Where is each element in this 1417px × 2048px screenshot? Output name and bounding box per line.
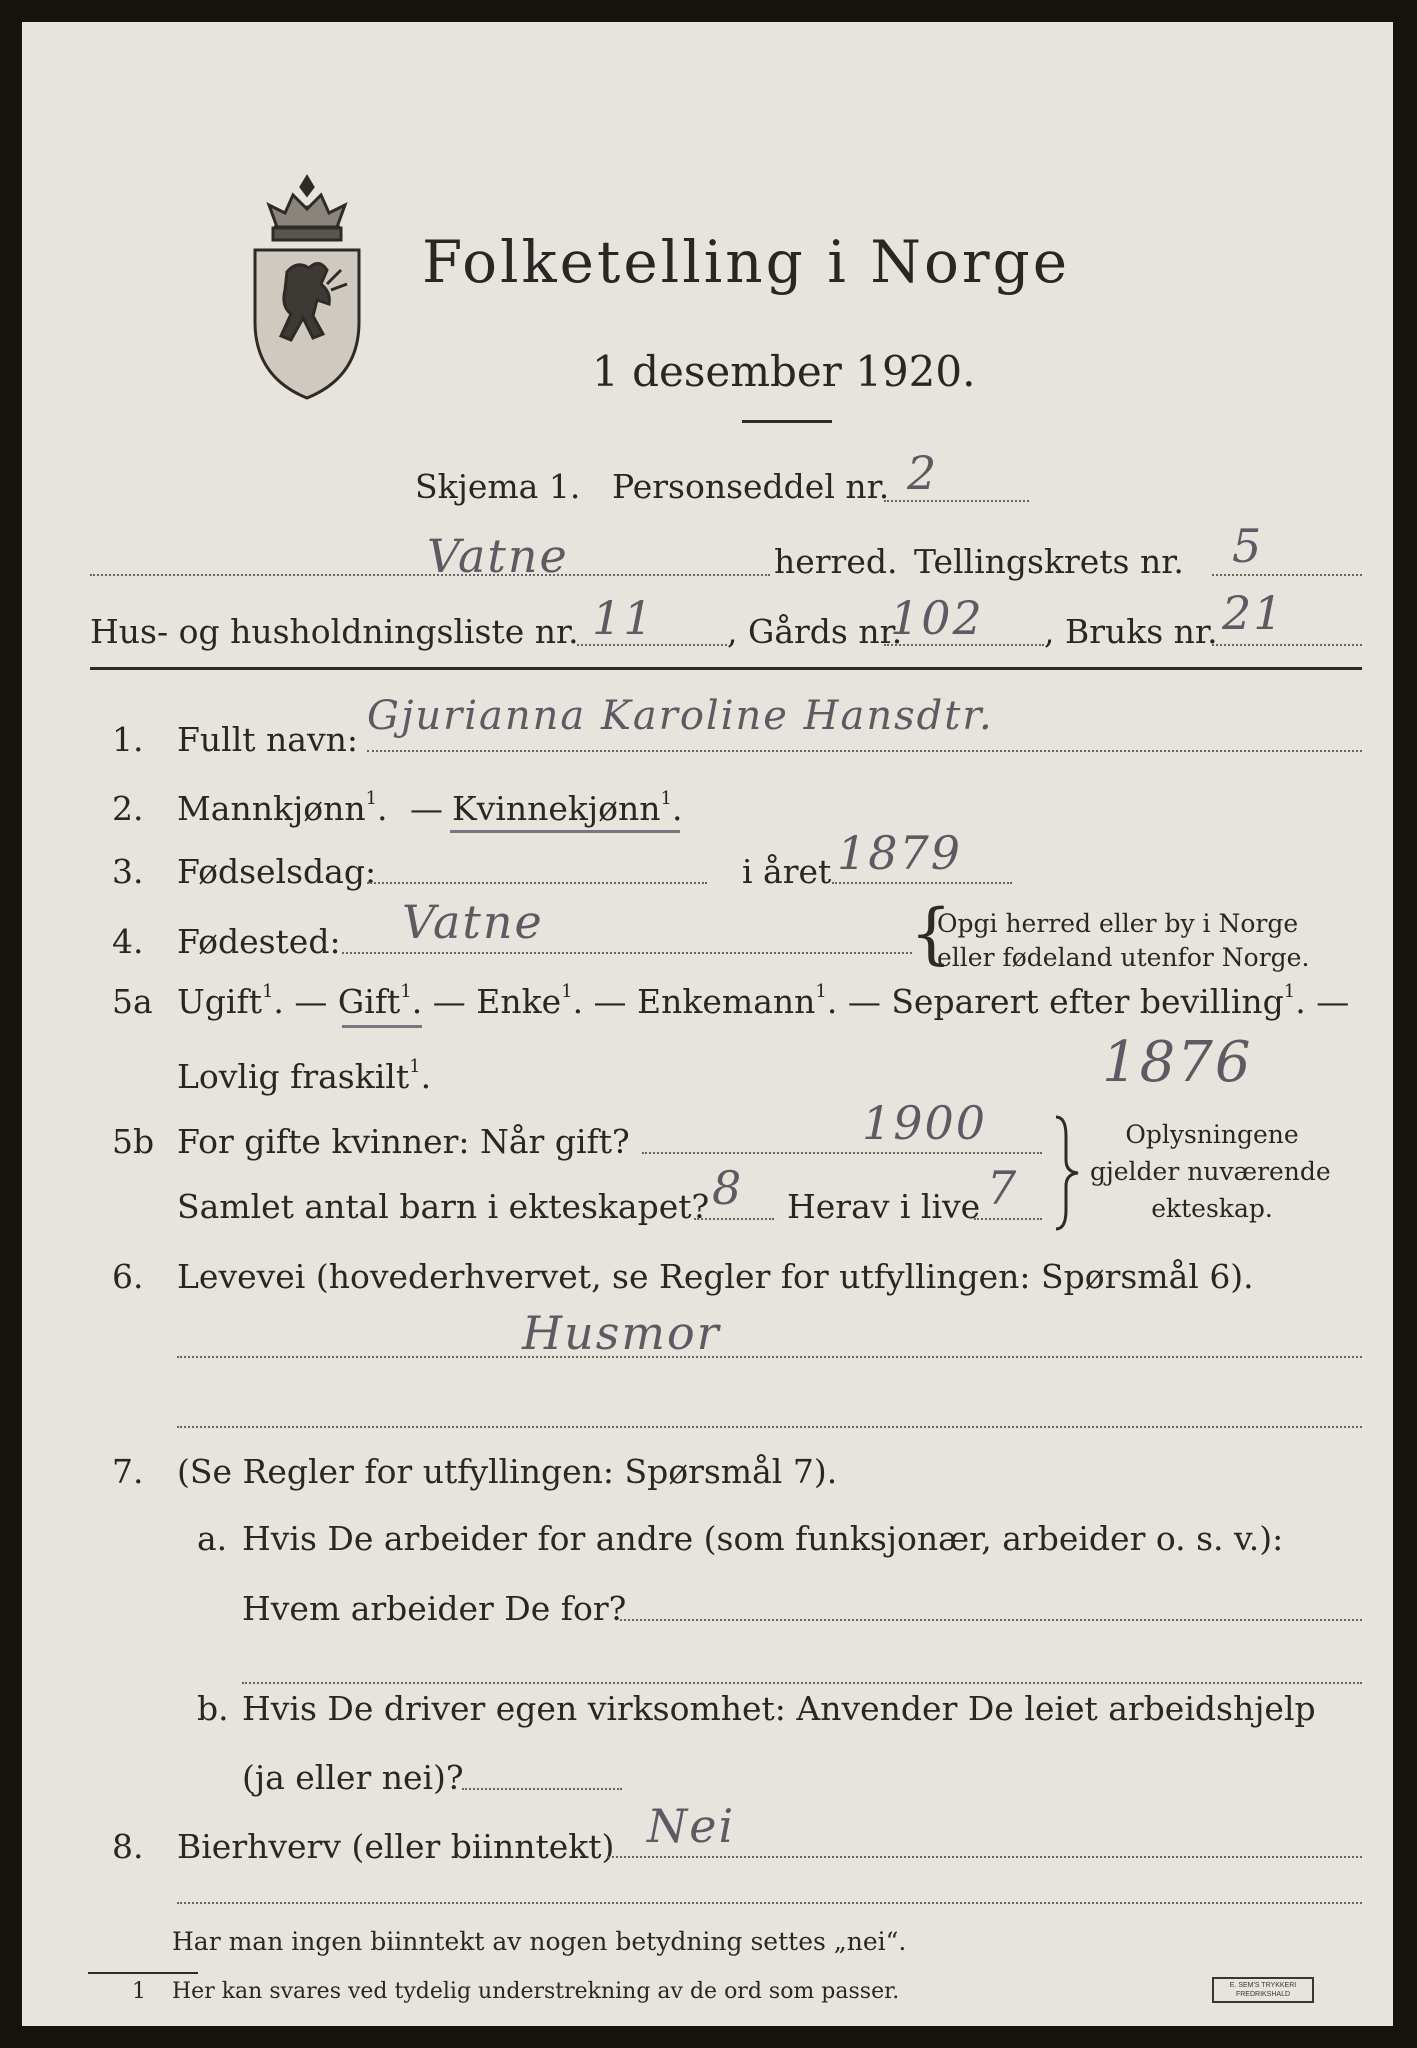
personseddel-field[interactable] bbox=[884, 500, 1029, 502]
q7a-hvem: Hvem arbeider De for? bbox=[242, 1589, 627, 1628]
q7a-text: Hvis De arbeider for andre (som funksjonær, arbeider o. s. v.): bbox=[242, 1519, 1284, 1558]
q7b-ja: (ja eller nei)? bbox=[242, 1758, 464, 1797]
title-divider bbox=[742, 420, 832, 423]
gards-label: , Gårds nr. bbox=[727, 612, 903, 651]
census-date: 1 desember 1920. bbox=[592, 347, 976, 396]
occupation-field-1[interactable] bbox=[177, 1356, 1362, 1358]
bruks-value: 21 bbox=[1222, 586, 1285, 640]
q5b-note-1: Oplysningene bbox=[1125, 1120, 1299, 1149]
option-separert[interactable]: Separert efter bevilling bbox=[891, 982, 1284, 1021]
q5b-note-3: ekteskap. bbox=[1151, 1194, 1273, 1223]
marriage-year-value: 1900 bbox=[862, 1096, 988, 1150]
q8-number: 8. bbox=[112, 1827, 144, 1866]
birthplace-field[interactable] bbox=[342, 952, 912, 954]
personseddel-value: 2 bbox=[907, 446, 939, 500]
q2-number: 2. bbox=[112, 789, 144, 828]
tellingskrets-field[interactable] bbox=[1212, 574, 1362, 576]
q5a-annotation: 1876 bbox=[1102, 1030, 1253, 1095]
herred-label: herred. bbox=[774, 542, 898, 581]
gards-value: 102 bbox=[890, 591, 984, 645]
herred-field[interactable] bbox=[90, 574, 770, 576]
q2-dash: — bbox=[410, 789, 443, 828]
full-name-field[interactable] bbox=[367, 750, 1362, 752]
husliste-label: Hus- og husholdningsliste nr. bbox=[90, 612, 579, 651]
q2-kvinne[interactable]: Kvinnekjønn$^1$. bbox=[452, 788, 683, 828]
employer-field-2[interactable] bbox=[242, 1682, 1362, 1684]
q5b-brace bbox=[1052, 1114, 1082, 1232]
bruks-field[interactable] bbox=[1212, 644, 1362, 646]
gift-underline bbox=[342, 1025, 422, 1028]
q7-label: (Se Regler for utfyllingen: Spørsmål 7). bbox=[177, 1452, 838, 1491]
side-income-value: Nei bbox=[647, 1799, 736, 1853]
occupation-value: Husmor bbox=[522, 1306, 721, 1360]
birthday-field[interactable] bbox=[367, 882, 707, 884]
side-income-field[interactable] bbox=[607, 1856, 1362, 1858]
footnote-text: Her kan svares ved tydelig understrekning av de ord som passer. bbox=[172, 1979, 900, 2004]
q4-brace: { bbox=[910, 895, 952, 972]
q3-number: 3. bbox=[112, 852, 144, 891]
form-title: Folketelling i Norge bbox=[422, 228, 1071, 296]
q6-number: 6. bbox=[112, 1257, 144, 1296]
mannkjonn-label: Mannkjønn bbox=[177, 789, 366, 828]
q3-year-label: i året bbox=[742, 852, 832, 891]
q5b-label: For gifte kvinner: Når gift? bbox=[177, 1122, 630, 1161]
header-divider bbox=[90, 667, 1362, 670]
children-alive-value: 7 bbox=[987, 1161, 1019, 1215]
husliste-field[interactable] bbox=[577, 644, 727, 646]
option-ugift[interactable]: Ugift bbox=[177, 982, 262, 1021]
children-total-field[interactable] bbox=[694, 1218, 774, 1220]
q6-label: Levevei (hovederhvervet, se Regler for utfyllingen: Spørsmål 6). bbox=[177, 1257, 1254, 1296]
option-enkemann[interactable]: Enkemann bbox=[637, 982, 816, 1021]
nei-note: Har man ingen biinntekt av nogen betydning settes „nei“. bbox=[172, 1927, 907, 1956]
q5a-number: 5a bbox=[112, 982, 153, 1021]
printer-stamp bbox=[1212, 1977, 1314, 2003]
q1-label: Fullt navn: bbox=[177, 720, 358, 759]
schema-label: Skjema 1. bbox=[415, 467, 581, 506]
census-form bbox=[22, 22, 1393, 2026]
marriage-year-field[interactable] bbox=[642, 1152, 1042, 1154]
q4-note-2: eller fødeland utenfor Norge. bbox=[937, 943, 1310, 972]
q3-label: Fødselsdag: bbox=[177, 852, 377, 891]
q7-number: 7. bbox=[112, 1452, 144, 1491]
q4-number: 4. bbox=[112, 922, 144, 961]
printer-line-2: FREDRIKSHALD bbox=[1235, 1991, 1291, 1998]
q4-note-1: Opgi herred eller by i Norge bbox=[937, 909, 1299, 938]
q7b-letter: b. bbox=[197, 1689, 229, 1728]
footnote-divider bbox=[88, 1972, 198, 1974]
children-total-value: 8 bbox=[712, 1161, 744, 1215]
q8-label: Bierhverv (eller biinntekt) bbox=[177, 1827, 615, 1866]
kvinnekjonn-label: Kvinnekjønn bbox=[452, 789, 661, 828]
q5b-barn-label: Samlet antal barn i ekteskapet? bbox=[177, 1187, 710, 1226]
option-lovlig-fraskilt: Lovlig fraskilt bbox=[177, 1057, 410, 1096]
option-enke[interactable]: Enke bbox=[476, 982, 562, 1021]
q5b-live-label: Herav i live bbox=[787, 1187, 981, 1226]
q2-mann[interactable]: Mannkjønn$^1$. bbox=[177, 788, 388, 828]
q7b-text: Hvis De driver egen virksomhet: Anvender De leiet arbeidshjelp bbox=[242, 1689, 1316, 1728]
printer-line-1: E. SEM'S TRYKKERI bbox=[1229, 1982, 1297, 1989]
husliste-value: 11 bbox=[592, 591, 655, 645]
kvinnekjonn-underline bbox=[450, 830, 680, 833]
q5b-note-2: gjelder nuværende bbox=[1090, 1157, 1331, 1186]
employer-field[interactable] bbox=[620, 1619, 1362, 1621]
birthplace-value: Vatne bbox=[402, 895, 544, 949]
occupation-field-2[interactable] bbox=[177, 1426, 1362, 1428]
gards-field[interactable] bbox=[884, 644, 1044, 646]
side-income-field-2[interactable] bbox=[177, 1902, 1362, 1904]
birth-year-value: 1879 bbox=[837, 826, 963, 880]
tellingskrets-label: Tellingskrets nr. bbox=[914, 542, 1184, 581]
personseddel-label: Personseddel nr. bbox=[612, 467, 890, 506]
q7a-letter: a. bbox=[197, 1519, 228, 1558]
q5a-options: Ugift$^1$. — Gift$^1$. — Enke$^1$. — Enkemann$^1$. — Separert efter bevilling$^1$. — bbox=[177, 981, 1350, 1021]
q5b-number: 5b bbox=[112, 1122, 155, 1161]
children-alive-field[interactable] bbox=[974, 1218, 1042, 1220]
q1-number: 1. bbox=[112, 720, 144, 759]
bruks-label: , Bruks nr. bbox=[1044, 612, 1218, 651]
q5a-lovlig[interactable]: Lovlig fraskilt$^1$. bbox=[177, 1056, 432, 1096]
tellingskrets-value: 5 bbox=[1232, 519, 1264, 573]
hired-help-field[interactable] bbox=[462, 1788, 622, 1790]
q4-label: Fødested: bbox=[177, 922, 341, 961]
full-name-value: Gjurianna Karoline Hansdtr. bbox=[367, 693, 994, 739]
coat-of-arms-icon bbox=[247, 172, 367, 402]
option-gift[interactable]: Gift bbox=[337, 982, 401, 1021]
footnote-mark: 1 bbox=[132, 1979, 146, 2004]
birth-year-field[interactable] bbox=[832, 882, 1012, 884]
herred-value: Vatne bbox=[427, 529, 569, 583]
